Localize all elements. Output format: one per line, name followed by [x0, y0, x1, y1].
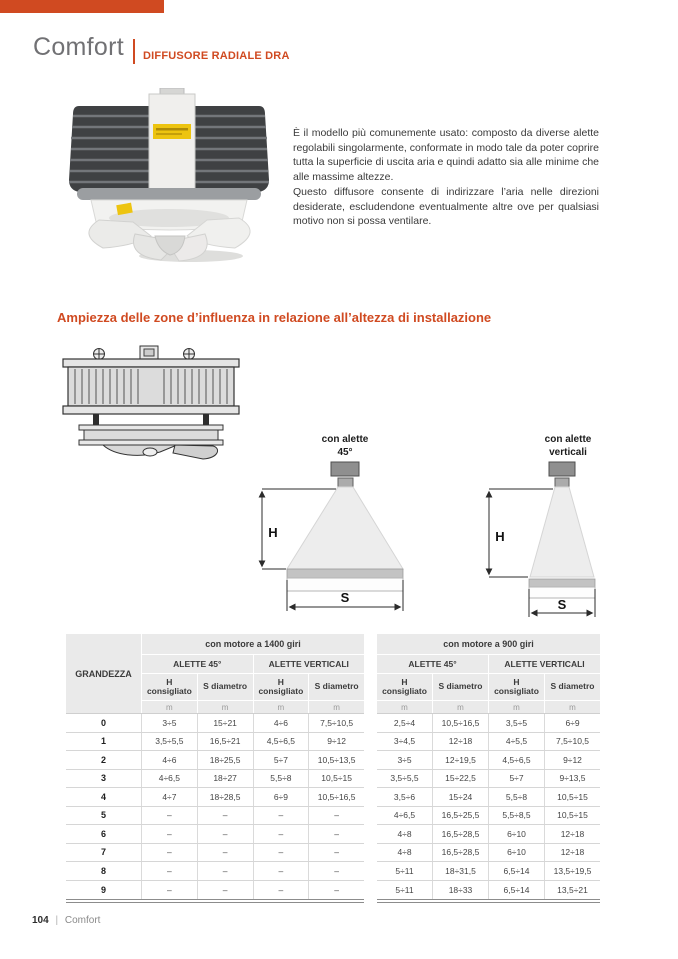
- table-cell: 5÷11: [395, 865, 414, 876]
- table-cell: 3,5÷5,5: [141, 733, 197, 751]
- section-title: Ampiezza delle zone d’influenza in relazione all’altezza di installazione: [57, 310, 492, 325]
- grandezza-value: 9: [100, 884, 106, 895]
- junction-box-inner: [144, 349, 154, 356]
- column-header-h-line2: consigliato: [494, 686, 539, 696]
- table-cell: –: [141, 862, 197, 880]
- grandezza-value: 8: [100, 865, 106, 876]
- column-header-h-line1: H: [401, 676, 408, 687]
- height-dimension-label: H: [268, 525, 278, 540]
- table-row: [377, 862, 600, 881]
- page-footer: [32, 915, 100, 926]
- table-cell: 4,5÷6,5: [488, 751, 544, 769]
- grandezza-header: GRANDEZZA: [66, 634, 141, 713]
- bottom-flange: [63, 406, 239, 414]
- product-photo: [63, 88, 275, 264]
- fin-notch: [143, 448, 157, 456]
- table-cell: 6÷9: [544, 714, 600, 732]
- air-cone-vertical: [530, 487, 594, 577]
- table-row: [66, 881, 364, 900]
- column-header-h-line2: consigliato: [258, 686, 304, 696]
- table-body: [377, 713, 600, 903]
- table-cell: 5,5÷8: [253, 770, 309, 788]
- unit-label: m: [142, 701, 197, 713]
- table-cell: 18÷28,5: [197, 788, 253, 806]
- header-columns: [377, 634, 600, 713]
- drum-rim: [77, 188, 261, 200]
- table-cell: 12÷18: [544, 825, 600, 843]
- unit-label: m: [489, 701, 544, 713]
- brand-title: Comfort: [33, 33, 125, 61]
- top-accent-bar: [0, 0, 164, 13]
- table-cell: 12÷18: [432, 733, 488, 751]
- table-row: [377, 881, 600, 900]
- table-header: [377, 634, 600, 713]
- column-header-h: [254, 674, 309, 700]
- table-row: [66, 714, 364, 733]
- grandezza-value: 0: [100, 717, 106, 728]
- grandezza-value: 6: [100, 828, 106, 839]
- table-cell: 15÷21: [197, 714, 253, 732]
- grandezza-value: 5: [100, 810, 106, 821]
- unit-row: [377, 701, 600, 713]
- footer-separator: |: [55, 915, 59, 926]
- table-cell: –: [253, 862, 309, 880]
- table-row: [66, 733, 364, 752]
- column-header-h-line1: H: [513, 676, 520, 687]
- grandezza-value: 3: [100, 773, 106, 784]
- table-cell: 15÷22,5: [432, 770, 488, 788]
- ring-body: [84, 430, 218, 440]
- table-cell: 10,5÷15: [308, 770, 364, 788]
- unit-label: m: [433, 701, 488, 713]
- table-cell: 6÷9: [253, 788, 309, 806]
- column-header-h-line1: H: [166, 676, 173, 687]
- table-cell: 4÷7: [141, 788, 197, 806]
- drum-body: [68, 367, 234, 406]
- table-cell: 3÷5: [141, 714, 197, 732]
- diffuser-icon: [549, 462, 575, 476]
- table-row: [377, 714, 600, 733]
- grandezza-value: 7: [100, 847, 106, 858]
- table-cell: 7,5÷10,5: [308, 714, 364, 732]
- table-cell: 10,5÷15: [544, 807, 600, 825]
- table-cell: –: [253, 807, 309, 825]
- ring-flange-top: [79, 425, 223, 430]
- table-cell: –: [141, 825, 197, 843]
- table-row: [377, 807, 600, 826]
- table-cell: 13,5÷21: [544, 881, 600, 900]
- table-cell: –: [308, 881, 364, 900]
- table-cell: –: [141, 844, 197, 862]
- span-dimension-label: S: [340, 590, 350, 605]
- description: [293, 126, 599, 229]
- column-header-s: [545, 674, 600, 700]
- table-cell: 18÷31,5: [432, 862, 488, 880]
- column-header-h-line1: H: [277, 676, 284, 687]
- table-cell: 12÷18: [544, 844, 600, 862]
- table-cell: 13,5÷19,5: [544, 862, 600, 880]
- table-cell: 4÷6,5: [393, 810, 416, 821]
- floor-bar: [287, 569, 403, 578]
- column-header-s: [309, 674, 364, 700]
- table-cell: 6,5÷14: [488, 881, 544, 900]
- table-cell: 10,5÷16,5: [432, 714, 488, 732]
- table-row: [66, 825, 364, 844]
- unit-label: m: [198, 701, 253, 713]
- table-cell: 4÷6: [253, 714, 309, 732]
- table-cell: 16,5÷21: [197, 733, 253, 751]
- table-row: [377, 825, 600, 844]
- table-cell: –: [197, 807, 253, 825]
- table-title: con motore a 1400 giri: [142, 634, 364, 654]
- header-columns: [142, 634, 364, 713]
- cone-vertical-label-line1: con alette: [544, 434, 592, 445]
- table-cell: 3,5÷6: [393, 791, 416, 802]
- table-cell: –: [308, 825, 364, 843]
- table-title: con motore a 900 giri: [377, 634, 600, 654]
- unit-label: m: [254, 701, 309, 713]
- table-row: [66, 751, 364, 770]
- table-cell: –: [141, 881, 197, 900]
- table-cell: 16,5÷28,5: [432, 825, 488, 843]
- table-cell: 6÷10: [488, 825, 544, 843]
- diffuser-technical-drawing: [55, 344, 247, 462]
- column-header-s-text: S diametro: [314, 681, 359, 692]
- header-divider: [133, 39, 135, 64]
- cone-45-label-line2: 45°: [337, 447, 353, 458]
- table-cell: 4÷6: [141, 751, 197, 769]
- table-cell: 10,5÷16,5: [308, 788, 364, 806]
- table-cell: 4÷8: [397, 847, 412, 858]
- column-header-h: [142, 674, 197, 700]
- table-cell: 2,5÷4: [393, 717, 416, 728]
- diffuser-icon-outlet: [555, 478, 569, 487]
- table-cell: 12÷19,5: [432, 751, 488, 769]
- column-header-s-text: S diametro: [438, 681, 483, 692]
- table-row: [66, 844, 364, 863]
- air-cone-45: [287, 487, 403, 569]
- table-row: [377, 770, 600, 789]
- unit-label: m: [309, 701, 364, 713]
- column-header-row: [142, 674, 364, 700]
- table-cell: 18÷25,5: [197, 751, 253, 769]
- table-cell: –: [253, 825, 309, 843]
- description-paragraph: Questo diffusore consente di indirizzare l’aria nelle direzioni desiderate, escludendone eventualmente altre ove per qualsiasi motivo non si possa ventilare.: [293, 185, 599, 228]
- table-cell: 10,5÷13,5: [308, 751, 364, 769]
- table-cell: 3,5÷5: [488, 714, 544, 732]
- table-cell: –: [308, 844, 364, 862]
- table-cell: –: [141, 807, 197, 825]
- column-header-h-line2: consigliato: [382, 686, 427, 696]
- table-cell: –: [308, 862, 364, 880]
- label-text-line: [156, 128, 188, 131]
- group-header-alette-45: ALETTE 45°: [142, 655, 253, 673]
- table-cell: 18÷33: [432, 881, 488, 900]
- table-row: [66, 862, 364, 881]
- height-dimension-label: H: [495, 529, 505, 544]
- table-cell: 5,5÷8,5: [488, 807, 544, 825]
- table-cell: 15÷24: [432, 788, 488, 806]
- table-cell: –: [197, 844, 253, 862]
- column-header-row: [377, 674, 600, 700]
- table-cell: 4÷5,5: [488, 733, 544, 751]
- page-number: 104: [32, 915, 49, 926]
- table-row: [377, 788, 600, 807]
- table-cell: 16,5÷25,5: [432, 807, 488, 825]
- table-row: [377, 844, 600, 863]
- table-cell: 5÷7: [488, 770, 544, 788]
- table-cell: 4÷6,5: [141, 770, 197, 788]
- group-header-alette-verticali: ALETTE VERTICALI: [489, 655, 600, 673]
- diffuser-icon-outlet: [338, 478, 353, 487]
- grandezza-value: 4: [100, 791, 106, 802]
- column-header-h: [377, 674, 432, 700]
- table-cell: 6÷10: [488, 844, 544, 862]
- table-header: [66, 634, 364, 713]
- table-cell: 9÷12: [308, 733, 364, 751]
- table-cell: –: [197, 825, 253, 843]
- table-motor-900: [377, 634, 600, 903]
- table-cell: 5÷11: [395, 884, 414, 895]
- brand-label: [153, 124, 191, 139]
- cone-45-label-line1: con alette: [321, 434, 369, 445]
- table-row: [66, 788, 364, 807]
- span-dimension-label: S: [557, 597, 567, 612]
- influence-zone-diagram: [240, 428, 678, 618]
- hanger-post: [93, 414, 99, 425]
- table-cell: –: [197, 881, 253, 900]
- column-header-h: [489, 674, 544, 700]
- grandezza-value: 1: [100, 736, 106, 747]
- ring-flange-bottom: [79, 440, 223, 445]
- group-header-row: [377, 655, 600, 673]
- top-flange: [63, 359, 239, 367]
- table-cell: –: [308, 807, 364, 825]
- group-header-alette-45: ALETTE 45°: [377, 655, 488, 673]
- hanger-post: [203, 414, 209, 425]
- label-text-line: [156, 133, 182, 135]
- description-paragraph: È il modello più comunemente usato: composto da diverse alette regolabili singolarmente, conformate in modo tale da poter coprire tutta la superficie di uscita aria e quindi adatto sia alle minime che alle massime altezze.: [293, 127, 599, 184]
- table-cell: 9÷13,5: [544, 770, 600, 788]
- table-cell: 3÷5: [397, 754, 412, 765]
- table-row: [66, 807, 364, 826]
- column-header-s: [198, 674, 253, 700]
- table-cell: 9÷12: [544, 751, 600, 769]
- footer-section-label: Comfort: [64, 915, 101, 926]
- table-cell: 3÷4,5: [393, 736, 416, 747]
- table-cell: –: [253, 881, 309, 900]
- column-header-s-text: S diametro: [550, 681, 595, 692]
- table-cell: 10,5÷15: [544, 788, 600, 806]
- column-header-s: [433, 674, 488, 700]
- table-cell: 4,5÷6,5: [253, 733, 309, 751]
- unit-label: m: [377, 701, 432, 713]
- unit-label: m: [545, 701, 600, 713]
- table-cell: 7,5÷10,5: [544, 733, 600, 751]
- table-row: [377, 733, 600, 752]
- table-cell: 3,5÷5,5: [390, 773, 419, 784]
- deflector-fin: [173, 445, 218, 459]
- cone-vertical-label-line2: verticali: [549, 447, 587, 458]
- table-cell: –: [253, 844, 309, 862]
- group-header-alette-verticali: ALETTE VERTICALI: [254, 655, 365, 673]
- table-cell: 5÷7: [253, 751, 309, 769]
- table-row: [66, 770, 364, 789]
- column-header-s-text: S diametro: [203, 681, 248, 692]
- table-cell: 4÷8: [397, 828, 412, 839]
- column-header-h-line2: consigliato: [146, 686, 192, 696]
- table-cell: 16,5÷28,5: [432, 844, 488, 862]
- product-title: DIFFUSORE RADIALE DRA: [143, 50, 290, 62]
- table-cell: 5,5÷8: [488, 788, 544, 806]
- deflector-fin: [103, 445, 177, 455]
- group-header-row: [142, 655, 364, 673]
- grandezza-value: 2: [100, 754, 106, 765]
- table-cell: 18÷27: [197, 770, 253, 788]
- floor-bar: [529, 579, 595, 587]
- unit-row: [142, 701, 364, 713]
- diffuser-icon: [331, 462, 359, 476]
- table-row: [377, 751, 600, 770]
- table-cell: –: [197, 862, 253, 880]
- table-cell: 6,5÷14: [488, 862, 544, 880]
- table-motor-1400: [66, 634, 364, 903]
- table-body: [66, 713, 364, 903]
